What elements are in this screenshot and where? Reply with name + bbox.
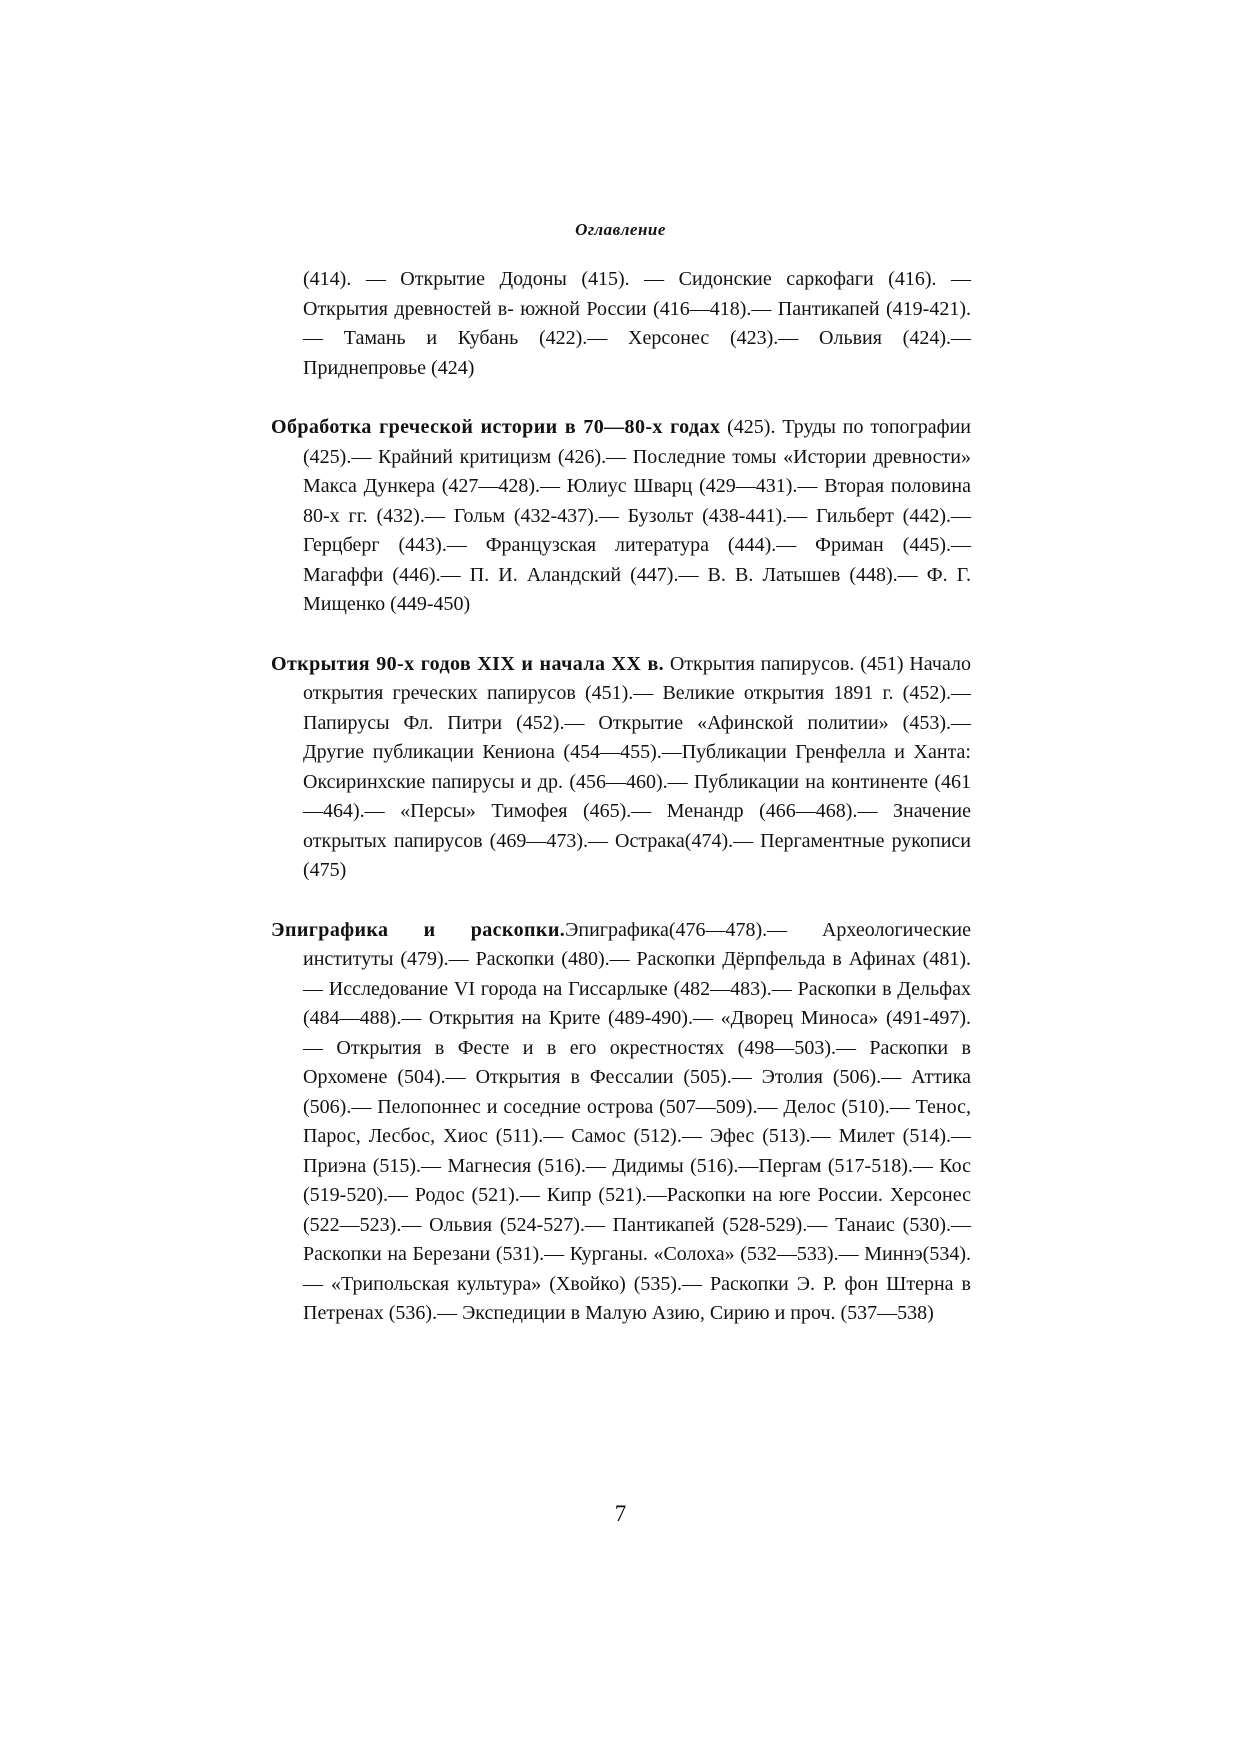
- table-of-contents: [271, 265, 971, 1329]
- toc-entry-title: Открытия 90-х годов XIX и начала XX в.: [271, 652, 665, 675]
- toc-entry-text: Открытия папирусов. (451) Начало открытия греческих папирусов (451).— Великие открытия 1891 г. (452).— Папирусы Фл. Питри (452).— Открытие «Афинской политии» (453).— Другие публикации Кениона (454—455).—Публикации Гренфелла и Ханта: Оксиринхские папирусы и др. (456—460).— Публикации на континенте (461—464).— «Персы» Тимофея (465).— Менандр (466—468).— Значение открытых папирусов (469—473).— Остракa(474).— Пергаментные рукописи (475): [303, 652, 971, 881]
- page-number: 7: [614, 1501, 627, 1526]
- toc-entry-title: Обработка греческой истории в 70—80-х годах: [271, 416, 721, 438]
- toc-entry: [271, 650, 971, 886]
- running-header: Оглавление: [575, 220, 666, 239]
- toc-entry-title: Эпиграфика и раскопки.: [271, 918, 566, 941]
- toc-entry-text: (425). Труды по топографии (425).— Крайний критицизм (426).— Последние томы «Истории древности» Макса Дункера (427—428).— Юлиус Шварц (429—431).— Вторая половина 80-х гг. (432).— Гольм (432-437).— Бузольт (438-441).— Гильберт (442).— Герцберг (443).— Французская литература (444).— Фриман (445).— Магаффи (446).— П. И. Аландский (447).— В. В. Латышев (448).— Ф. Г. Мищенко (449-450): [303, 416, 971, 615]
- toc-continuation: (414). — Открытие Додоны (415). — Сидонские саркофаги (416). — Открытия древностей в- южной России (416—418).— Пантикапей (419-421).— Тамань и Кубань (422).— Херсонес (423).— Ольвия (424).— Приднепровье (424): [303, 268, 971, 379]
- toc-entry: [271, 413, 971, 620]
- toc-entry-text: Эпиграфика(476—478).— Археологические институты (479).— Раскопки (480).— Раскопки Дёрпфельда в Афинах (481).— Исследование VI города на Гиссарлыке (482—483).— Раскопки в Дельфах (484—488).— Открытия на Крите (489-490).— «Дворец Миноса» (491-497).— Открытия в Фесте и в его окрестностях (498—503).— Раскопки в Орхомене (504).— Открытия в Фессалии (505).— Этолия (506).— Аттика (506).— Пелопоннес и соседние острова (507—509).— Делос (510).— Тенос, Парос, Лесбос, Хиос (511).— Самос (512).— Эфес (513).— Милет (514).— Приэна (515).— Магнесия (516).— Дидимы (516).—Пергам (517-518).— Кос (519-520).— Родос (521).— Кипр (521).—Раскопки на юге России. Херсонес (522—523).— Ольвия (524-527).— Пантикапей (528-529).— Танаис (530).— Раскопки на Березани (531).— Курганы. «Солоха» (532—533).— Миннэ(534).— «Трипольская культура» (Хвойко) (535).— Раскопки Э. Р. фон Штерна в Петренах (536).— Экспедиции в Малую Азию, Сирию и проч. (537—538): [303, 918, 971, 1324]
- toc-entry: [271, 916, 971, 1329]
